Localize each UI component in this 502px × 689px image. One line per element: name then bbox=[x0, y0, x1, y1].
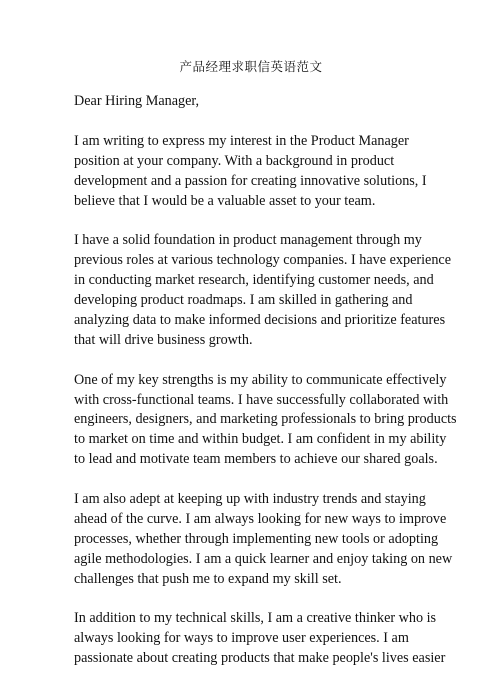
paragraph-line: ahead of the curve. I am always looking for new ways to improve bbox=[74, 510, 447, 527]
paragraph-line: I am writing to express my interest in the Product Manager bbox=[74, 132, 409, 149]
paragraph-line: believe that I would be a valuable asset to your team. bbox=[74, 192, 376, 209]
paragraph-line: always looking for ways to improve user experiences. I am bbox=[74, 630, 409, 647]
paragraph-line: passionate about creating products that make people's lives easier bbox=[74, 650, 446, 667]
paragraph-4 bbox=[74, 490, 453, 590]
paragraph-line: with cross-functional teams. I have successfully collaborated with bbox=[74, 391, 449, 408]
paragraph-line: previous roles at various technology companies. I have experience bbox=[74, 252, 452, 269]
paragraph-1 bbox=[74, 132, 434, 212]
paragraph-line: developing product roadmaps. I am skilled in gathering and bbox=[74, 292, 413, 309]
salutation: Dear Hiring Manager, bbox=[74, 93, 200, 109]
paragraph-line: to market on time and within budget. I am confident in my ability bbox=[74, 431, 447, 448]
paragraph-line: processes, whether through implementing new tools or adopting bbox=[74, 530, 439, 547]
paragraph-line: engineers, designers, and marketing professionals to bring products bbox=[74, 411, 457, 428]
paragraph-line: One of my key strengths is my ability to communicate effectively bbox=[74, 371, 447, 388]
paragraph-line: In addition to my technical skills, I am a creative thinker who is bbox=[74, 610, 437, 627]
paragraph-line: to lead and motivate team members to achieve our shared goals. bbox=[74, 451, 438, 468]
paragraph-line: agile methodologies. I am a quick learner and enjoy taking on new bbox=[74, 550, 453, 567]
document-title: 产品经理求职信英语范文 bbox=[179, 59, 323, 74]
paragraph-line: challenges that push me to expand my skill set. bbox=[74, 570, 342, 587]
letter-body bbox=[74, 92, 457, 689]
paragraph-line: that will drive business growth. bbox=[74, 331, 253, 348]
paragraph-line: position at your company. With a background in product bbox=[74, 152, 395, 169]
paragraph-3 bbox=[74, 371, 457, 471]
paragraph-line: I am also adept at keeping up with industry trends and staying bbox=[74, 491, 426, 508]
paragraph-line: development and a passion for creating innovative solutions, I bbox=[74, 172, 427, 189]
paragraph-line: in conducting market research, identifying customer needs, and bbox=[74, 272, 434, 289]
paragraph-line: analyzing data to make informed decisions and prioritize features bbox=[74, 311, 446, 328]
paragraph-5 bbox=[74, 609, 446, 669]
paragraph-line: I have a solid foundation in product management through my bbox=[74, 232, 422, 249]
paragraph-2 bbox=[74, 231, 452, 350]
